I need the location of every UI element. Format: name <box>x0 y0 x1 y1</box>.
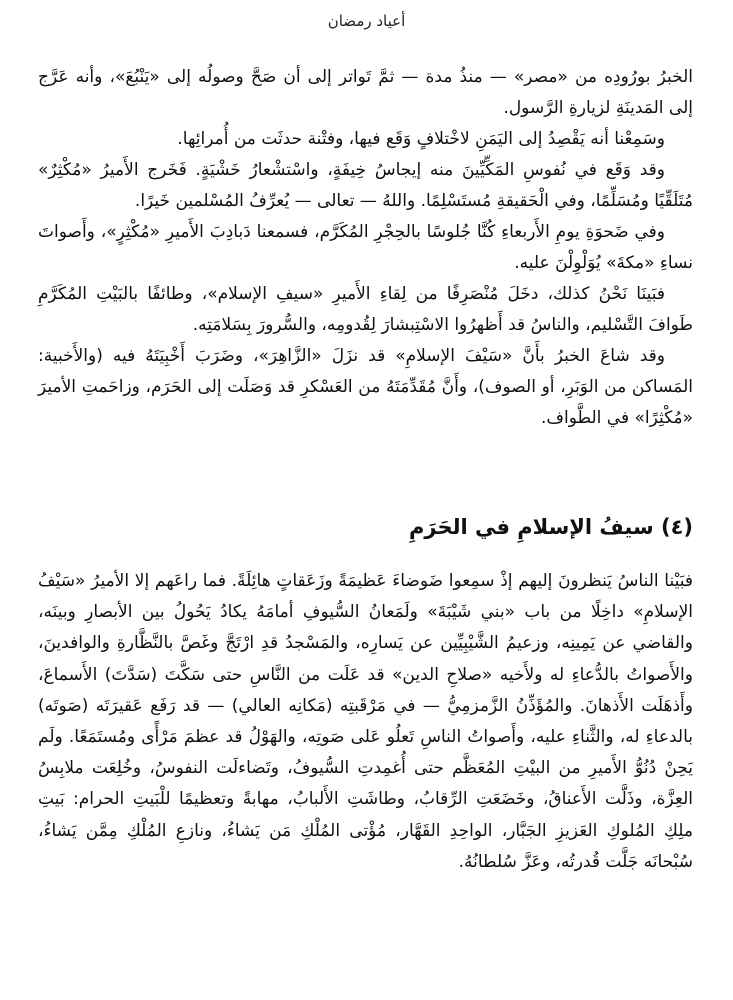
paragraph-3: وقد وَقَع في نُفوسِ المَكِّيِّينَ منه إيجاسُ خِيفَةٍ، واسْتشْعارُ خَشْيَةٍ. فَخَرج الأَميرُ «مُكْثِرٌ» مُتَلَقِّيًا ومُسَلِّمًا، وفي الْحَقيقةِ مُستَسْلِمًا. واللهُ — تعالى — يُعرِّفُ المُسْلمين خَيرًا. <box>38 160 693 211</box>
paragraph-5: فبَينَا نَحْنُ كذلك، دخَلَ مُنْصَرِفًا من لِقاءِ الأَميرِ «سيفِ الإسلام»، وطائفًا بالبَيْتِ المُكَرَّمِ طَوافَ التَّسْليم، والناسُ قد أَظهرُوا الاسْتِبشارَ لِقُدومِه، والسُّرورَ بِسَلامَتِه. <box>38 284 693 335</box>
paragraph-2: وسَمِعْنا أنه يَقْصِدُ إلى اليَمَنِ لاخْتلافٍ وَقَع فيها، وفتْنة حدثَت من أُمرائِها. <box>177 129 665 149</box>
section-body <box>38 566 693 878</box>
paragraph-4: وفي ضَحوَةِ يومِ الأَربعاءِ كُنَّا جُلوسًا بالحِجْرِ المُكَرَّم، فسمعنا دَبادِبَ الأَميرِ «مُكْثِرٍ»، وأَصواتَ نساءِ «مكةَ» يُوَلْوِلْنَ عليه. <box>38 222 693 273</box>
section-paragraph: فبَيْنا الناسُ يَنظرونَ إليهم إذْ سمِعوا ضَوضاءَ عَظيمَةً وزَعَقاتٍ هائِلَةً. فما راعَهم إلا الأميرُ «سَيْفُ الإسلامِ» داخِلًا من باب «بني شَيْبَةَ» ولَمَعانُ السُّيوفِ أمامَهُ يكادُ يَحُولُ بين الأبصارِ وبينَه، والقاضي عن يَمِينِه، وزعيمُ الشَّيْبِيِّين عن يَسارِه، والمَسْجدُ قدِ ارْتَجَّ وغَصَّ بالنَّظَّارةِ والوافدينَ، والأَصواتُ بالدُّعاءِ له ولأَخيه «صلاحِ الدين» قد عَلَت من النَّاسِ حتى سَكَّتَ (سَدَّتَ) الأَسماعَ، وأَذهَلَت الأَذهانَ. والمُؤَذِّنُ الزَّمزمِيُّ — في مَرْقَبتِه (مَكانِه العالي) — قد رَفَع عَقيرَتَه (صَوتَه) بالدعاءِ له، والثَّناءِ عليه، وأَصواتُ الناسِ تَعلُو عَلى صَوتِه، والهَوْلُ قد عظمَ مَرْأًى ومُستَمَعًا. ولَم يَحِنْ دُنُوُّ الأَميرِ من البيْتِ المُعَظَّم حتى أُغمِدتِ السُّيوفُ، وتَضاءلَت النفوسُ، وخُلِعَت ملابِسُ العِزَّة، وذَلَّت الأَعناقُ، وخَضَعَتِ الرِّقابُ، وطاشَتِ الأَلبابُ، مهابةً وتعظيمًا للْبَيتِ الحرام: بَيتِ ملِكِ المُلوكِ العَزيزِ الجَبَّار، الواحِدِ القَهَّار، مُؤْتى المُلْكِ مَن يَشاءُ، ونازعِ المُلْكِ مِمَّن يَشاءُ، سُبْحانَه جَلَّت قُدرتُه، وعَزَّ سُلطانُهُ. <box>38 571 693 872</box>
section-heading: (٤) سيفُ الإسلامِ في الحَرَمِ <box>408 515 693 539</box>
body-text <box>38 62 693 434</box>
running-header: أعياد رمضان <box>327 12 406 30</box>
paragraph-1: الخبرُ بورُودِه من «مصر» — منذُ مدة — ثمَّ تَواتر إلى أن صَحَّ وصولُه إلى «يَنْبُعَ»، وأنه عَرَّج إلى المَدينَةِ لزيارةِ الرَّسول. <box>38 67 693 118</box>
paragraph-6: وقد شاعَ الخبرُ بأَنَّ «سَيْفَ الإسلامِ» قد نزَلَ «الزَّاهِرَ»، وضَرَبَ أَخْبِيَتَهُ فيه (والأَخبية: المَساكن من الوَبَرِ، أو الصوف)، وأَنَّ مُقَدِّمَتَهُ من العَسْكرِ قد وَصَلَت إلى الحَرَم، وزاحَمتِ الأميرَ «مُكْثِرًا» في الطَّواف. <box>38 346 693 428</box>
